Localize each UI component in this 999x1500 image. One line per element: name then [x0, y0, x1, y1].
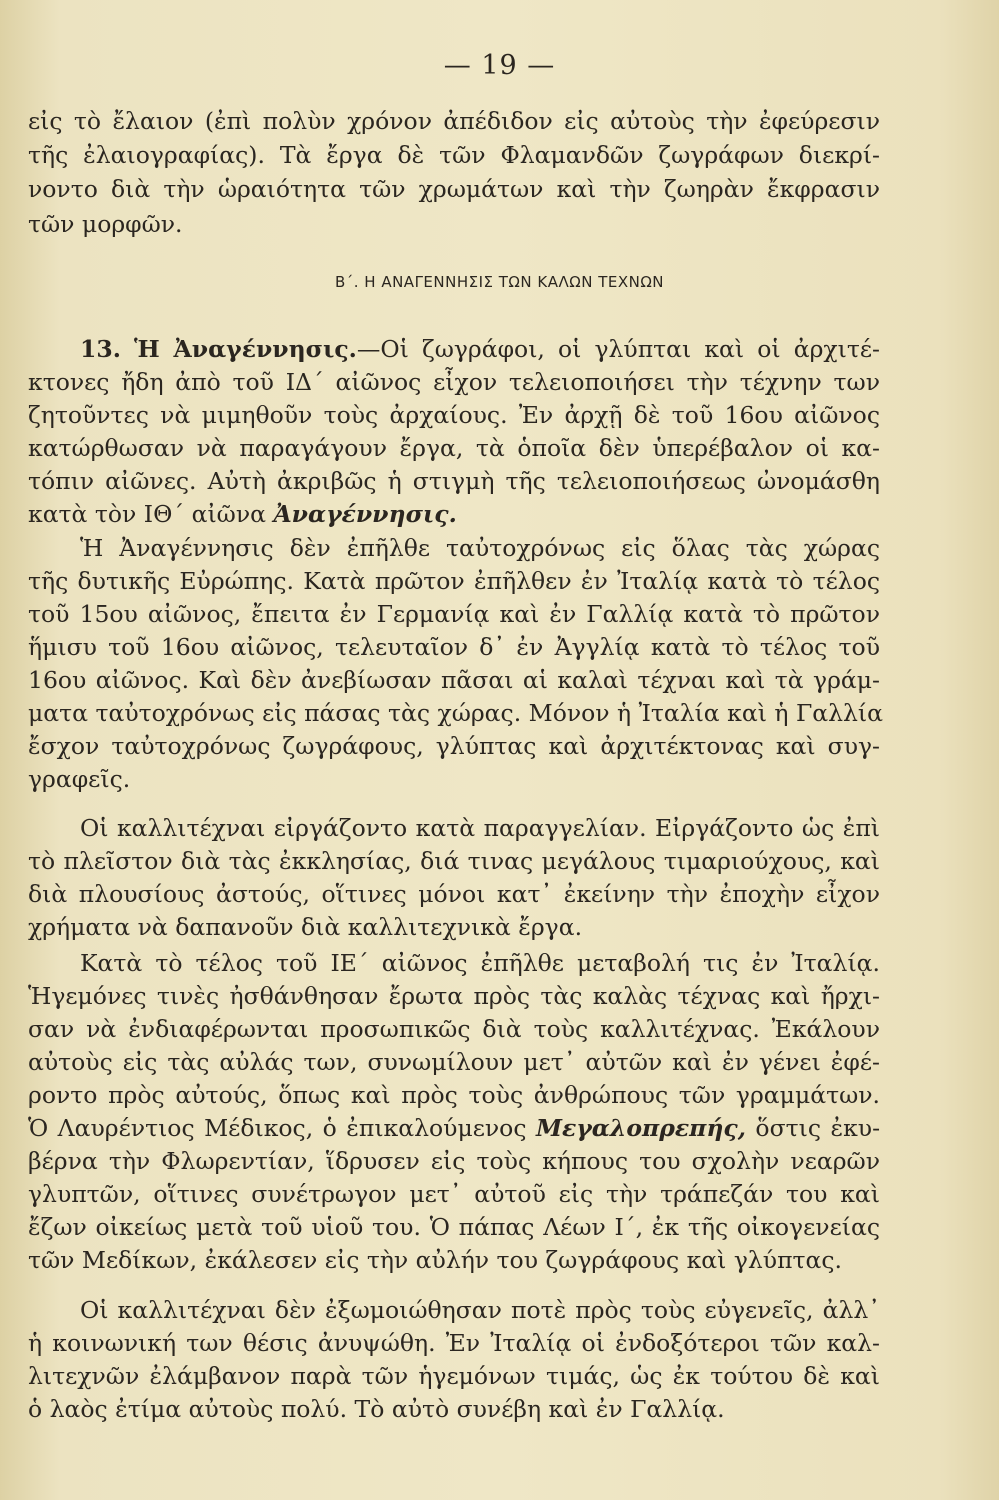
- section-number: 13.: [80, 335, 121, 363]
- text-line: Κατὰ τὸ τέλος τοῦ ΙΕ΄ αἰῶνος ἐπῆλθε μεταβολή τις ἐν Ἰταλίᾳ.: [80, 949, 880, 977]
- text-line: ὁ λαὸς ἐτίμα αὐτοὺς πολύ. Τὸ αὐτὸ συνέβη καὶ ἐν Γαλλίᾳ.: [28, 1395, 725, 1423]
- section-heading: Β΄. Η ΑΝΑΓΕΝΝΗΣΙΣ ΤΩΝ ΚΑΛΩΝ ΤΕΧΝΩΝ: [334, 273, 665, 291]
- text-line: σαν νὰ ἐνδιαφέρωνται προσωπικῶς διὰ τοὺς καλλιτέχνας. Ἐκάλουν: [28, 1015, 880, 1043]
- text-line: Οἱ καλλιτέχναι εἰργάζοντο κατὰ παραγγελίαν. Εἰργάζοντο ὡς ἐπὶ: [80, 814, 880, 842]
- emphasis-term: Ἀναγέννησις.: [273, 500, 457, 528]
- text-line: ἡ κοινωνική των θέσις ἀνυψώθη. Ἐν Ἰταλίᾳ οἱ ἐνδοξότεροι τῶν καλ-: [28, 1329, 880, 1357]
- text-line: ροντο πρὸς αὐτούς, ὅπως καὶ πρὸς τοὺς ἀνθρώπους τῶν γραμμάτων.: [28, 1081, 880, 1109]
- section-title: Ἡ Ἀναγέννησις.: [134, 335, 357, 363]
- text-line: κατώρθωσαν νὰ παραγάγουν ἔργα, τὰ ὁποῖα δὲν ὑπερέβαλον οἱ κα-: [28, 434, 880, 462]
- text-line: αὐτοὺς εἰς τὰς αὐλάς των, συνωμίλουν μετ᾽ αὐτῶν καὶ ἐν γένει ἐφέ-: [28, 1048, 880, 1076]
- text-line: ἔσχον ταὐτοχρόνως ζωγράφους, γλύπτας καὶ ἀρχιτέκτονας καὶ συγ-: [28, 732, 880, 760]
- text-span: Ὁ Λαυρέντιος Μέδικος, ὁ ἐπικαλούμενος: [28, 1114, 536, 1142]
- text-span: κατὰ τὸν ΙΘ΄ αἰῶνα: [28, 500, 274, 528]
- text-line: [28, 1113, 880, 1143]
- text-line: 16ου αἰῶνος. Καὶ δὲν ἀνεβίωσαν πᾶσαι αἱ καλαὶ τέχναι καὶ τὰ γράμ-: [28, 666, 880, 694]
- text-line: τῶν Μεδίκων, ἐκάλεσεν εἰς τὴν αὐλήν του ζωγράφους καὶ γλύπτας.: [28, 1246, 843, 1274]
- text-line: ζητοῦντες νὰ μιμηθοῦν τοὺς ἀρχαίους. Ἐν ἀρχῇ δὲ τοῦ 16ου αἰῶνος: [28, 401, 880, 429]
- text-line: Οἱ καλλιτέχναι δὲν ἐξωμοιώθησαν ποτὲ πρὸς τοὺς εὐγενεῖς, ἀλλ᾽: [80, 1296, 880, 1324]
- text-span: —Οἱ ζωγράφοι, οἱ γλύπται καὶ οἱ ἀρχιτέ-: [356, 335, 880, 363]
- text-line: [28, 499, 880, 529]
- text-line: γραφεῖς.: [28, 765, 131, 793]
- text-line: εἰς τὸ ἔλαιον (ἐπὶ πολὺν χρόνον ἀπέδιδον εἰς αὐτοὺς τὴν ἐφεύρεσιν: [28, 107, 880, 135]
- text-line: τοῦ 15ου αἰῶνος, ἔπειτα ἐν Γερμανίᾳ καὶ ἐν Γαλλίᾳ κατὰ τὸ πρῶτον: [28, 600, 880, 628]
- page-number: — 19 —: [443, 50, 556, 81]
- text-line: τὸ πλεῖστον διὰ τὰς ἐκκλησίας, διά τινας μεγάλους τιμαριούχους, καὶ: [28, 847, 880, 875]
- emphasis-term: Μεγαλοπρεπής,: [535, 1114, 746, 1142]
- text-line: βέρνα τὴν Φλωρεντίαν, ἵδρυσεν εἰς τοὺς κήπους του σχολὴν νεαρῶν: [28, 1147, 880, 1175]
- text-line: ἥμισυ τοῦ 16ου αἰῶνος, τελευταῖον δ᾽ ἐν Ἀγγλίᾳ κατὰ τὸ τέλος τοῦ: [28, 633, 880, 661]
- text-line: ματα ταὐτοχρόνως εἰς πάσας τὰς χώρας. Μόνον ἡ Ἰταλία καὶ ἡ Γαλλία: [28, 699, 883, 727]
- text-line: [28, 334, 880, 364]
- text-span: ὅστις ἐκυ-: [745, 1114, 881, 1142]
- text-line: γλυπτῶν, οἵτινες συνέτρωγον μετ᾽ αὐτοῦ εἰς τὴν τράπεζάν του καὶ: [28, 1180, 880, 1208]
- text-line: τῶν μορφῶν.: [28, 210, 183, 238]
- text-line: Ἡγεμόνες τινὲς ἠσθάνθησαν ἔρωτα πρὸς τὰς καλὰς τέχνας καὶ ἤρχι-: [28, 982, 880, 1010]
- text-line: Ἡ Ἀναγέννησις δὲν ἐπῆλθε ταὐτοχρόνως εἰς ὅλας τὰς χώρας: [80, 534, 880, 562]
- text-line: τῆς ἐλαιογραφίας). Τὰ ἔργα δὲ τῶν Φλαμανδῶν ζωγράφων διεκρί-: [28, 141, 880, 169]
- text-line: νοντο διὰ τὴν ὡραιότητα τῶν χρωμάτων καὶ τὴν ζωηρὰν ἔκφρασιν: [28, 175, 880, 203]
- text-line: τόπιν αἰῶνες. Αὐτὴ ἀκριβῶς ἡ στιγμὴ τῆς τελειοποιήσεως ὠνομάσθη: [28, 467, 880, 495]
- text-line: διὰ πλουσίους ἀστούς, οἵτινες μόνοι κατ᾽ ἐκείνην τὴν ἐποχὴν εἶχον: [28, 880, 880, 908]
- text-line: λιτεχνῶν ἐλάμβανον παρὰ τῶν ἡγεμόνων τιμάς, ὡς ἐκ τούτου δὲ καὶ: [28, 1362, 880, 1390]
- text-line: χρήματα νὰ δαπανοῦν διὰ καλλιτεχνικὰ ἔργα.: [28, 913, 583, 941]
- text-line: ἔζων οἰκείως μετὰ τοῦ υἱοῦ του. Ὁ πάπας Λέων Ι΄, ἐκ τῆς οἰκογενείας: [28, 1213, 880, 1241]
- text-line: κτονες ἤδη ἀπὸ τοῦ ΙΔ΄ αἰῶνος εἶχον τελειοποιήσει τὴν τέχνην των: [28, 368, 880, 396]
- text-line: τῆς δυτικῆς Εὐρώπης. Κατὰ πρῶτον ἐπῆλθεν ἐν Ἰταλίᾳ κατὰ τὸ τέλος: [28, 567, 880, 595]
